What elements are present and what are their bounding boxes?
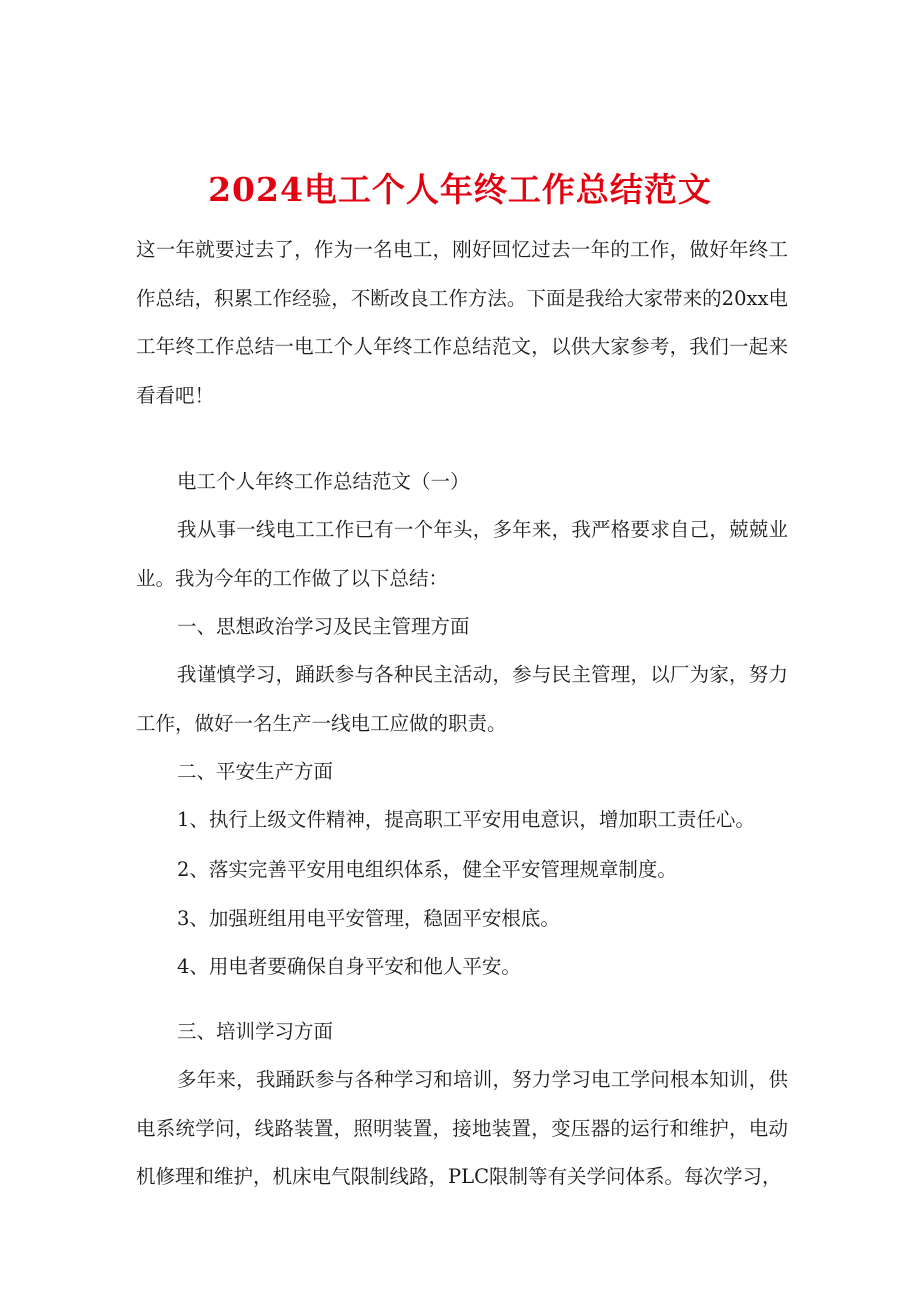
document-title: 2024电工个人年终工作总结范文 [208, 170, 712, 210]
list-item-4: 4、用电者要确保自身平安和他人平安。 [177, 955, 521, 978]
heading-training: 三、培训学习方面 [177, 1020, 334, 1043]
opening-paragraph: 我从事一线电工工作已有一个年头，多年来，我严格要求自己，兢兢业业。我为今年的工作做了以下总结： [136, 518, 788, 590]
list-item-3: 3、加强班组用电平安管理，稳固平安根底。 [177, 907, 560, 930]
list-item-1: 1、执行上级文件精神，提高职工平安用电意识，增加职工责任心。 [177, 808, 755, 831]
paragraph-political-study: 我谨慎学习，踊跃参与各种民主活动，参与民主管理，以厂为家，努力工作，做好一名生产一线电工应做的职责。 [136, 663, 788, 735]
heading-safe-production: 二、平安生产方面 [177, 760, 334, 783]
heading-political-study: 一、思想政治学习及民主管理方面 [177, 615, 470, 638]
section-heading: 电工个人年终工作总结范文（一） [177, 470, 470, 493]
paragraph-training: 多年来，我踊跃参与各种学习和培训，努力学习电工学问根本知训，供电系统学问，线路装置，照明装置，接地装置，变压器的运行和维护，电动机修理和维护，机床电气限制线路，PLC限制等有关学问体系。每次学习， [136, 1068, 788, 1188]
intro-paragraph: 这一年就要过去了，作为一名电工，刚好回忆过去一年的工作，做好年终工作总结，积累工作经验，不断改良工作方法。下面是我给大家带来的20xx电工年终工作总结一电工个人年终工作总结范文，以供大家参考，我们一起来看看吧！ [136, 238, 788, 407]
list-item-2: 2、落实完善平安用电组织体系，健全平安管理规章制度。 [177, 858, 677, 881]
